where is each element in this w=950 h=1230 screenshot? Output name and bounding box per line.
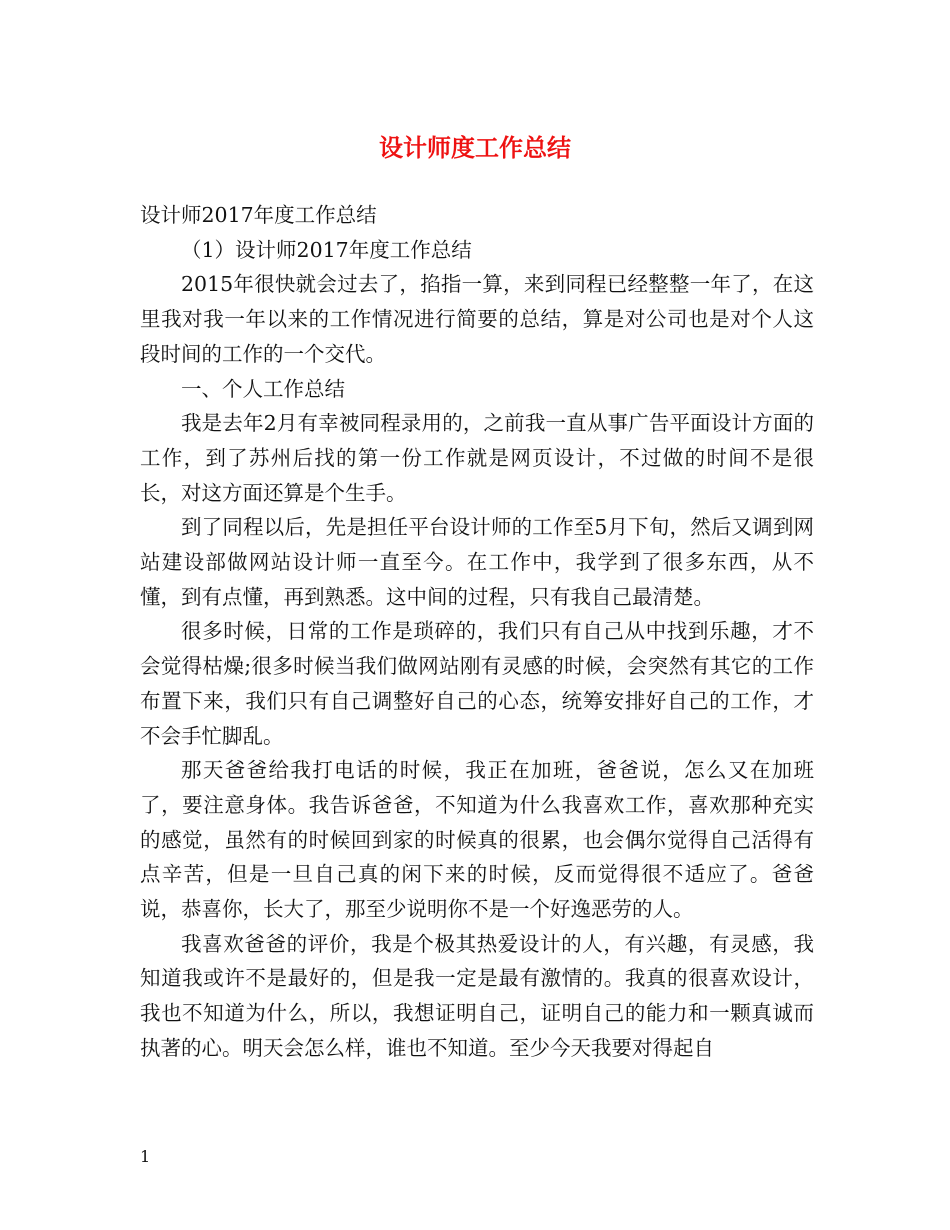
paragraph-subheading: （1）设计师2017年度工作总结 <box>181 237 472 262</box>
page-number: 1 <box>140 1147 151 1166</box>
document-body <box>140 198 814 1066</box>
paragraph-section-heading: 一、个人工作总结 <box>181 376 345 401</box>
paragraph: 我是去年2月有幸被同程录用的，之前我一直从事广告平面设计方面的工作，到了苏州后找的第一份工作就是网页设计，不过做的时间不是很长，对这方面还算是个生手。 <box>140 411 814 505</box>
paragraph: 我喜欢爸爸的评价，我是个极其热爱设计的人，有兴趣，有灵感，我知道我或许不是最好的，但是我一定是最有激情的。我真的很喜欢设计，我也不知道为什么，所以，我想证明自己，证明自己的能力和一颗真诚而执著的心。明天会怎么样，谁也不知道。至少今天我要对得起自 <box>140 931 814 1060</box>
paragraph: 到了同程以后，先是担任平台设计师的工作至5月下旬，然后又调到网站建设部做网站设计师一直至今。在工作中，我学到了很多东西，从不懂，到有点懂，再到熟悉。这中间的过程，只有我自己最清楚。 <box>140 515 814 609</box>
paragraph-intro: 2015年很快就会过去了，掐指一算，来到同程已经整整一年了，在这里我对我一年以来的工作情况进行简要的总结，算是对公司也是对个人这段时间的工作的一个交代。 <box>140 272 814 366</box>
paragraph: 很多时候，日常的工作是琐碎的，我们只有自己从中找到乐趣，才不会觉得枯燥;很多时候当我们做网站刚有灵感的时候，会突然有其它的工作布置下来，我们只有自己调整好自己的心态，统筹安排好自己的工作，才不会手忙脚乱。 <box>140 619 814 748</box>
document-title: 设计师度工作总结 <box>379 133 571 162</box>
paragraph: 那天爸爸给我打电话的时候，我正在加班，爸爸说，怎么又在加班了，要注意身体。我告诉爸爸，不知道为什么我喜欢工作，喜欢那种充实的感觉，虽然有的时候回到家的时候真的很累，也会偶尔觉得自己活得有点辛苦，但是一旦自己真的闲下来的时候，反而觉得很不适应了。爸爸说，恭喜你，长大了，那至少说明你不是一个好逸恶劳的人。 <box>140 758 814 922</box>
paragraph-heading: 设计师2017年度工作总结 <box>140 203 377 227</box>
